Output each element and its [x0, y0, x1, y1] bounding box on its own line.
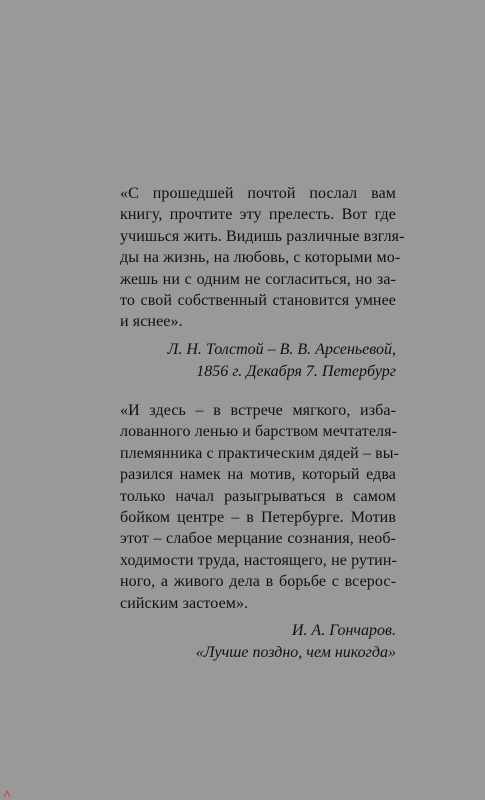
quote-line: племянника с практическим дядей – вы-: [120, 444, 400, 462]
attribution-line: «Лучше поздно, чем никогда»: [195, 644, 396, 662]
quote-line: этот – слабое мерцание сознания, необ-: [120, 530, 396, 548]
quote-line: лованного ленью и барством мечтателя-: [120, 423, 397, 441]
corner-mark-icon: [3, 790, 11, 798]
quote-line: бойком центре – в Петербурге. Мотив: [120, 509, 396, 527]
quote-line: разился намек на мотив, который едва: [120, 466, 396, 484]
quote-line: «И здесь – в встрече мягкого, изба-: [120, 402, 396, 419]
quote-line: учишься жить. Видишь различные взгля-: [120, 227, 405, 245]
quote-line: только начал разыгрываться в самом: [120, 487, 396, 505]
epigraph-attribution: [120, 620, 396, 664]
attribution-line: 1856 г. Декабря 7. Петербург: [196, 362, 396, 380]
epigraph-tolstoy: [120, 183, 405, 383]
quote-line: ного, а живого дела в борьбе с всерос-: [120, 573, 396, 591]
quote-line: ходимости труда, настоящего, не рутин-: [120, 551, 397, 569]
epigraph-attribution: [120, 339, 396, 383]
quote-line: сийским застоем».: [120, 594, 249, 612]
attribution-line: Л. Н. Толстой – В. В. Арсеньевой,: [167, 340, 396, 358]
quote-line: жешь ни с одним не согласиться, но за-: [120, 270, 396, 288]
epigraph-goncharov: [120, 400, 400, 664]
quote-line: то свой собственный становится умнее: [120, 292, 396, 310]
quote-line: «С прошедшей почтой послал вам: [120, 185, 396, 202]
quote-line: ды на жизнь, на любовь, с которыми мо-: [120, 249, 401, 267]
quote-line: и яснее».: [120, 313, 183, 331]
attribution-line: И. А. Гончаров.: [291, 622, 396, 640]
quote-line: книгу, прочтите эту прелесть. Вот где: [120, 206, 396, 224]
